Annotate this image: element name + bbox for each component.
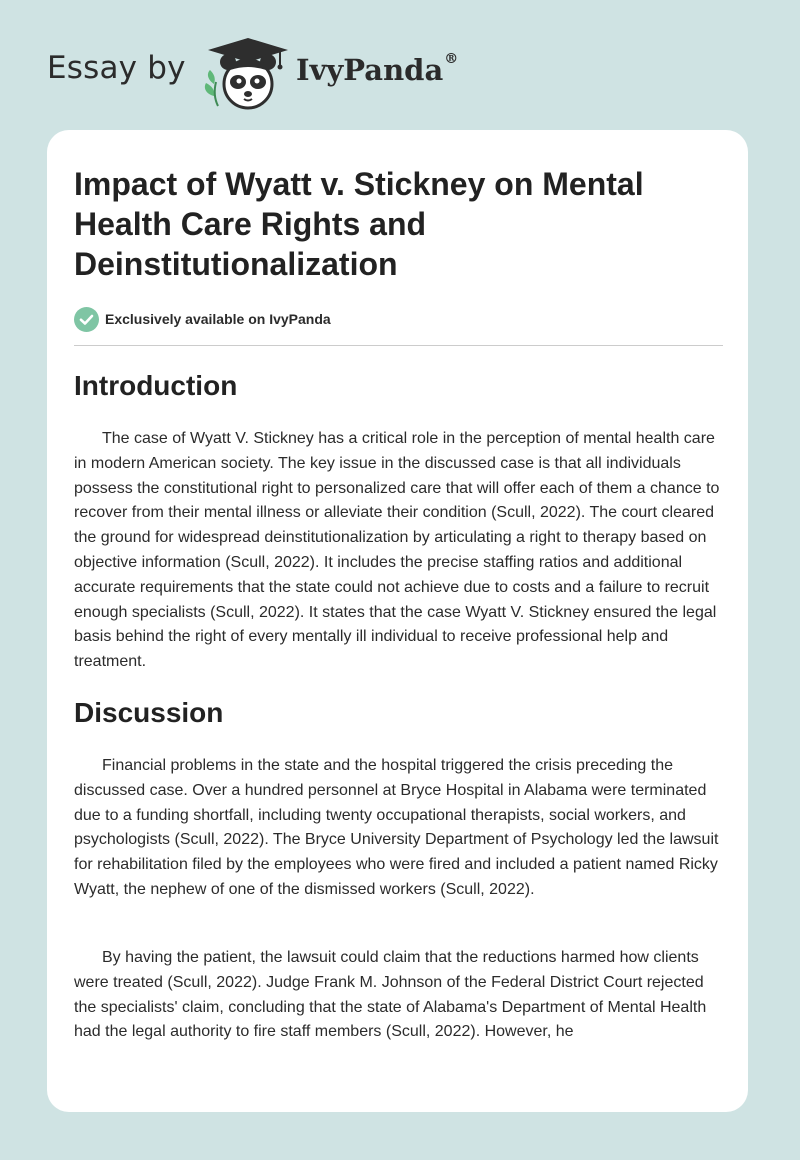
exclusive-label: Exclusively available on IvyPanda [105,311,331,327]
brand-name[interactable] [296,53,458,87]
paragraph: By having the patient, the lawsuit could claim that the reductions harmed how clients were treated (Scull, 2022). Judge Frank M. Johnson of the Federal District Court rejected the specialists' claim, concluding that the state of Alabama's Department of Mental Health had the legal authority to fire staff members (Scull, 2022). However, he [74,949,707,1041]
brand-text: IvyPanda [296,53,444,87]
essay-title: Impact of Wyatt v. Stickney on Mental Health Care Rights and Deinstitutionalization [74,166,644,282]
essay-by-label: Essay by [47,50,186,86]
paragraph: Financial problems in the state and the hospital triggered the crisis preceding the discussed case. Over a hundred personnel at Bryce Hospital in Alabama were terminated due to a funding shortfall, including twenty occupational therapists, social workers, and psychologists (Scull, 2022). The Bryce University Department of Psychology led the lawsuit for rehabilitation filed by the employees who were fired and included a patient named Ricky Wyatt, the nephew of one of the dismissed workers (Scull, 2022). [74,757,719,898]
registered-mark: ® [444,51,459,67]
panda-logo-icon[interactable] [200,36,290,112]
site-header [0,0,800,130]
exclusive-badge [74,306,331,332]
section-heading-discussion: Discussion [74,697,224,728]
section-heading-introduction: Introduction [74,370,238,401]
paragraph: The case of Wyatt V. Stickney has a critical role in the perception of mental health care in modern American society. The key issue in the discussed case is that all individuals possess the constitutional right to personalized care that will offer each of them a chance to recover from their mental illness or alleviate their condition (Scull, 2022). The court cleared the ground for widespread deinstitutionalization by articulating a right to therapy based on objective information (Scull, 2022). It includes the precise staffing ratios and additional accurate requirements that the state could not achieve due to costs and a failure to recruit enough specialists (Scull, 2022). It states that the case Wyatt V. Stickney ensured the legal basis behind the right of every mentally ill individual to receive professional help and treatment. [74,430,720,671]
essay-card [47,130,748,1112]
title-divider [74,345,723,346]
check-circle-icon [74,307,99,332]
